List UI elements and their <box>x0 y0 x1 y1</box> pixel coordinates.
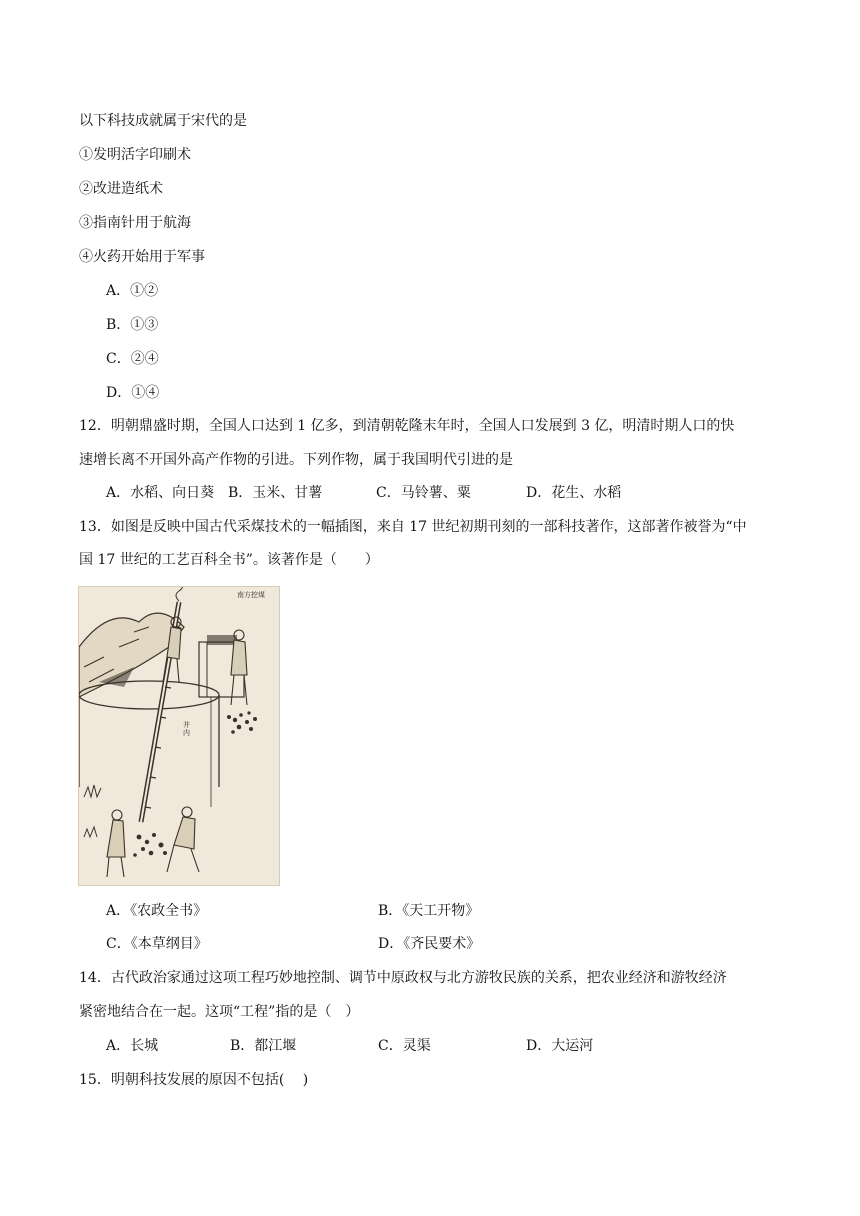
q14-option-a: A．长城 <box>106 1038 159 1054</box>
q11-option-c: C．②④ <box>106 351 159 367</box>
q13-stem-line2: 国 17 世纪的工艺百科全书”。该著作是（ ） <box>79 552 379 568</box>
q11-option-a: A．①② <box>106 283 159 299</box>
q13-option-c: C．《本草纲目》 <box>106 936 208 952</box>
q11-item-1: ①发明活字印刷术 <box>79 147 191 163</box>
q12-stem-line1: 12．明朝鼎盛时期，全国人口达到 1 亿多，到清朝乾隆末年时，全国人口发展到 3 亿，明清时期人口的快 <box>79 418 735 434</box>
illustration-title-label: 南方挖煤 <box>237 591 265 599</box>
q11-option-b: B．①③ <box>106 317 159 333</box>
q11-item-2: ②改进造纸术 <box>79 181 163 197</box>
illustration-shaft-label: 井内 <box>183 721 190 737</box>
q13-stem-line1: 13．如图是反映中国古代采煤技术的一幅插图，来自 17 世纪初期刊刻的一部科技著作，这部著作被誉为“中 <box>79 519 747 535</box>
q13-option-a: A．《农政全书》 <box>106 903 208 919</box>
q12-option-c: C．马铃薯、粟 <box>376 485 471 501</box>
q13-option-b: B．《天工开物》 <box>378 903 480 919</box>
q12-option-b: B．玉米、甘薯 <box>228 485 323 501</box>
q12-option-d: D．花生、水稻 <box>526 485 622 501</box>
q11-item-4: ④火药开始用于军事 <box>79 249 205 265</box>
woodblock-illustration-drawing <box>79 587 279 885</box>
q12-option-a: A．水稻、向日葵 <box>106 485 215 501</box>
q14-option-b: B．都江堰 <box>230 1038 297 1054</box>
q14-stem-line2: 紧密地结合在一起。这项“工程”指的是（ ） <box>79 1004 360 1020</box>
q13-option-d: D．《齐民要术》 <box>378 936 481 952</box>
q11-item-3: ③指南针用于航海 <box>79 215 191 231</box>
q12-stem-line2: 速增长离不开国外高产作物的引进。下列作物，属于我国明代引进的是 <box>79 452 513 468</box>
q14-stem-line1: 14．古代政治家通过这项工程巧妙地控制、调节中原政权与北方游牧民族的关系，把农业经济和游牧经济 <box>79 970 727 986</box>
coal-mining-illustration <box>78 586 280 886</box>
q14-option-c: C．灵渠 <box>378 1038 431 1054</box>
q15-stem: 15．明朝科技发展的原因不包括( ) <box>79 1072 309 1088</box>
q11-stem: 以下科技成就属于宋代的是 <box>79 113 247 129</box>
q11-option-d: D．①④ <box>106 385 160 401</box>
q14-option-d: D．大运河 <box>526 1038 594 1054</box>
